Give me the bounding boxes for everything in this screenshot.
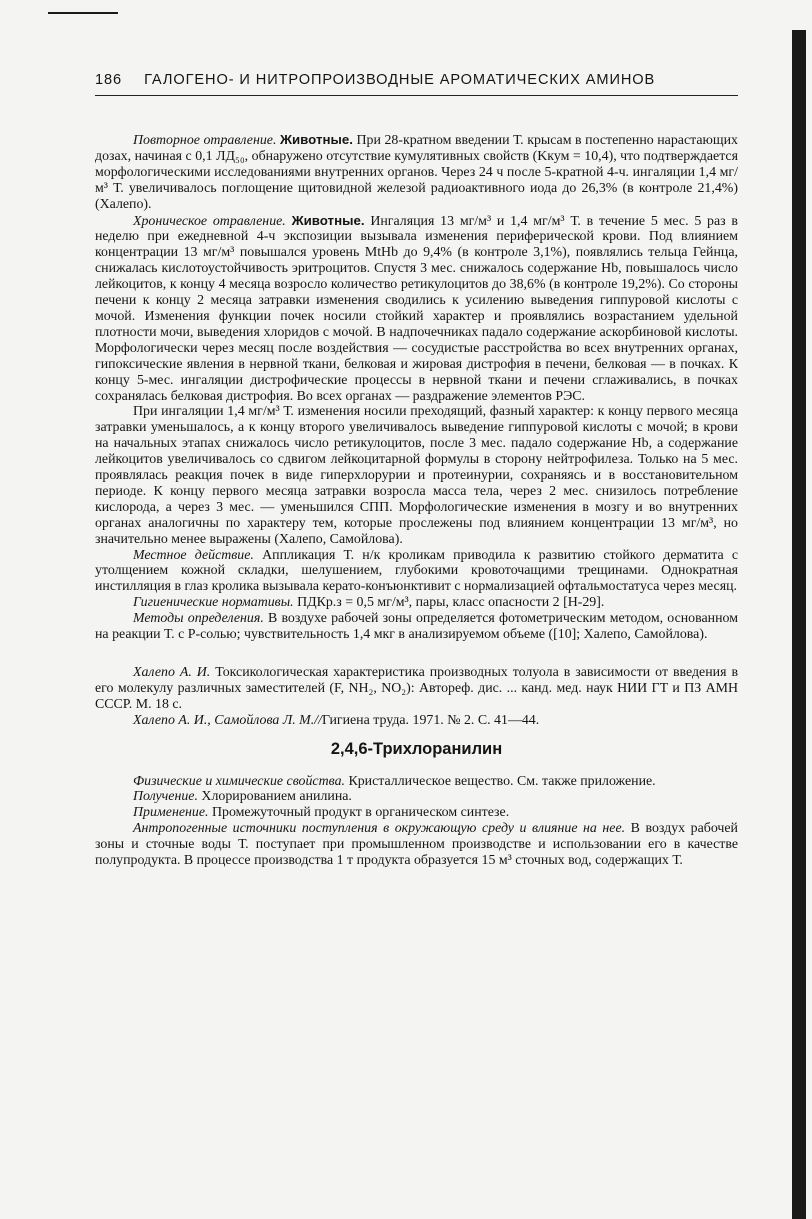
paragraph-environmental-sources: Антропогенные источники поступления в окружающую среду и влияние на нее. В воздух рабочей зоны и сточные воды Т. поступает при промышленном производстве и использовании его в качестве полупродукта. В процессе производства 1 т продукта образуется 15 м³ сточных вод, содержащих Т. <box>95 821 738 869</box>
paragraph-low-dose-inhalation: При ингаляции 1,4 мг/м³ Т. изменения носили преходящий, фазный характер: к концу первого месяца затравки уменьшалось, а к концу второго увеличивалось выведение гиппуровой кислоты с мочой; в крови на начальных этапах снижалось число ретикулоцитов, после 3 мес. падало содержание Hb, а содержание лейкоцитов увеличивалось со сдвигом лейкоцитарной формулы в сторону нейтрофилеза. Только на 5 мес. проявлялась реакция почек в виде гиперхлорурии и протеинурии, сохраняясь и в восстановительном периоде. К концу первого месяца затравки возросла масса тела, через 2 мес. снизилось потребление кислорода, а через 3 мес. — уменьшился СПП. Морфологические изменения в мозгу и во внутренних органах аналогичны по характеру тем, которые прослежены под влиянием концентрации 13 мг/м³, но значительно менее выражены (Халепо, Самойлова). <box>95 404 738 547</box>
paragraph-repeated-poisoning: Повторное отравление. Животные. При 28-кратном введении Т. крысам в постепенно нарастающих дозах, начиная с 0,1 ЛД₅₀, обнаружено отсутствие кумулятивных свойств (Kкум = 10,4), что подтверждается морфологическими исследованиями внутренних органов. Через 24 ч после 5-кратной 4-ч. ингаляции 1,4 мг/м³ Т. увеличивалось поглощение щитовидной железой радиоактивного иода до 26,3% (в контроле 21,4%) (Халепо). <box>95 132 738 212</box>
paragraph-local-action: Местное действие. Аппликация Т. н/к кроликам приводила к развитию стойкого дерматита с утолщением кожной складки, шелушением, глубокими кровоточащими трещинами. Однократная инстилляция в глаз кролика вызывала керато-конъюнктивит с нормализацией офтальмостатуса через месяц. <box>95 547 738 595</box>
paragraph-application: Применение. Промежуточный продукт в органическом синтезе. <box>133 805 510 821</box>
book-page <box>95 72 738 869</box>
reference-item: Халепо А. И. Токсикологическая характеристика производных толуола в зависимости от введения в его молекулу различных заместителей (F, NH₂, NO₂): Автореф. дис. ... канд. мед. наук НИИ ГТ и ПЗ АМН СССР. М. 18 с. <box>95 665 738 712</box>
page-number: 186 <box>95 72 123 88</box>
references <box>95 665 738 729</box>
paragraph-hygienic-norms: Гигиенические нормативы. ПДКр.з = 0,5 мг/м³, пары, класс опасности 2 [Н-29]. <box>133 595 605 611</box>
paragraph-production: Получение. Хлорированием анилина. <box>133 789 352 805</box>
main-text <box>95 132 738 869</box>
reference-item: Халепо А. И., Самойлова Л. М.//Гигиена труда. 1971. № 2. С. 41—44. <box>133 712 540 728</box>
scan-edge-mark <box>48 12 118 14</box>
running-header <box>95 72 738 96</box>
section-title: 2,4,6-Трихлоранилин <box>330 739 503 758</box>
scan-edge-bar <box>792 30 806 1219</box>
running-title: ГАЛОГЕНО- И НИТРОПРОИЗВОДНЫЕ АРОМАТИЧЕСКИХ АМИНОВ <box>144 72 656 88</box>
paragraph-chronic-poisoning: Хроническое отравление. Животные. Ингаляция 13 мг/м³ и 1,4 мг/м³ Т. в течение 5 мес. 5 раз в неделю при ежедневной 4-ч экспозиции вызывала изменения периферической крови. Под влиянием концентрации 13 мг/м³ повышался уровень MtHb до 9,4% (в контроле 3,1%), появлялись тельца Гейнца, снижалась кислотоустойчивость эритроцитов. Спустя 3 мес. снижалось содержание Hb, повышалось число лейкоцитов, к концу 4 месяца возросло количество ретикулоцитов до 38,6% (в контроле 19,2%). Со стороны печени к концу 2 месяца затравки изменения сводились к усилению выведения гиппуровой кислоты с мочой. Изменения функции почек носили стойкий характер и проявлялись возрастанием удельной плотности мочи, выведения хлоридов с мочой. В надпочечниках падало содержание аскорбиновой кислоты. Морфологически через месяц после воздействия — сосудистые расстройства во всех внутренних органах, гипоксические явления в нервной ткани, белковая и жировая дистрофия в печени, белковая — в почках. К концу 5-мес. ингаляции дистрофические процессы в нервной ткани и печени сглаживались, в почках сохранялась белковая дистрофия. Во всех органах — раздражение элементов РЭС. <box>95 212 738 404</box>
paragraph-properties: Физические и химические свойства. Кристаллическое вещество. См. также приложение. <box>133 773 656 789</box>
paragraph-detection-methods: Методы определения. В воздухе рабочей зоны определяется фотометрическим методом, основанном на реакции Т. с Р-солью; чувствительность 1,4 мкг в анализируемом объеме ([10]; Халепо, Самойлова). <box>95 611 739 643</box>
